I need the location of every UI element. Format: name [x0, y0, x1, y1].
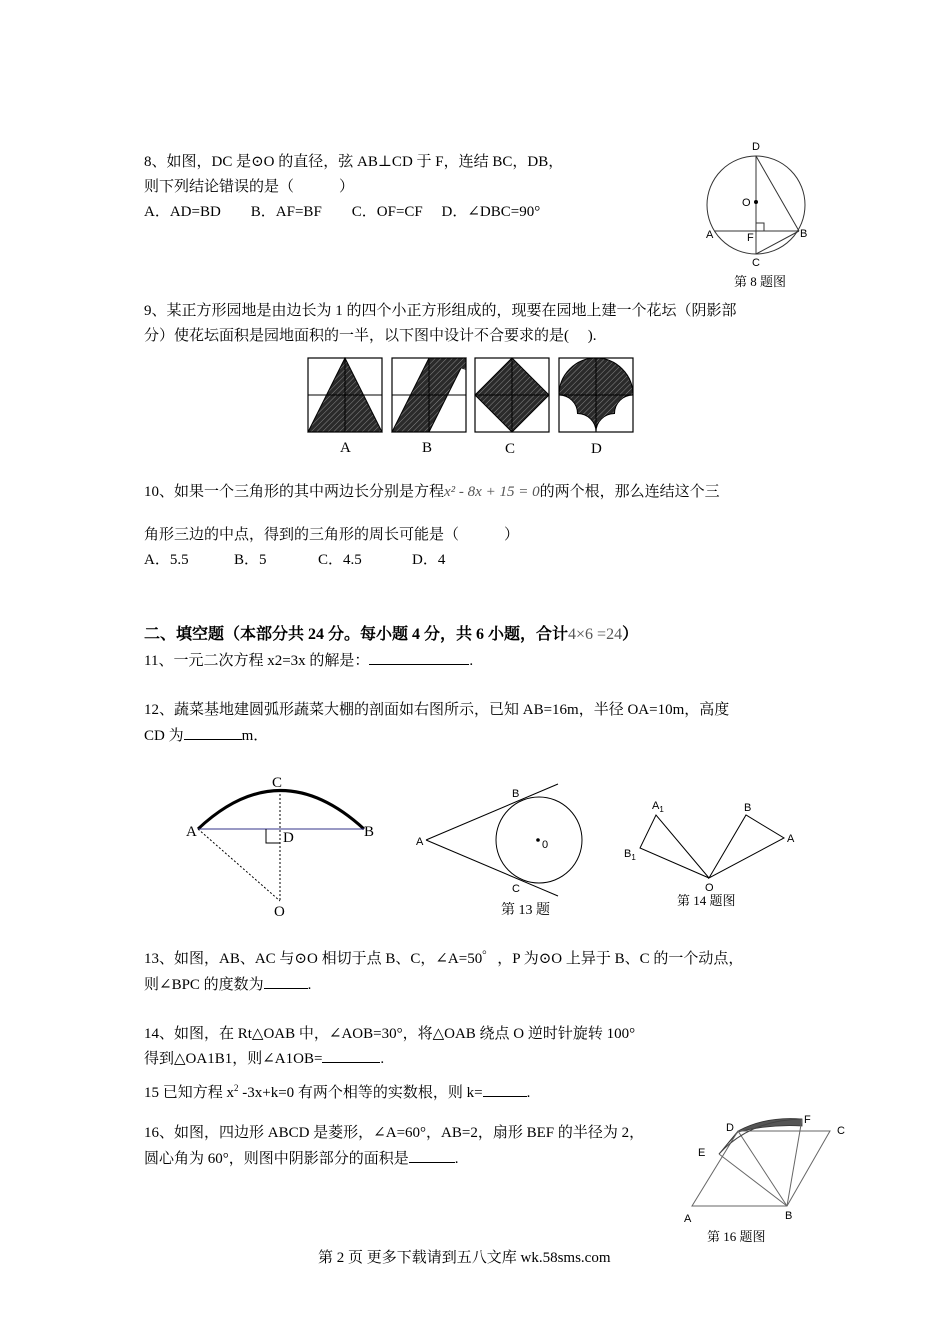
fig13-figure: [412, 778, 592, 898]
q8-options: A．AD=BD B．AF=BF C．OF=CF D．∠DBC=90°: [144, 204, 541, 220]
q14-answer-blank[interactable]: [322, 1046, 380, 1063]
q14-line1: 14、如图，在 Rt△OAB 中，∠AOB=30°，将△OAB 绕点 O 逆时针旋转 100°: [144, 1026, 636, 1042]
q13-line2-pre: 则∠BPC 的度数为: [144, 977, 264, 993]
section2-close: ）: [622, 626, 639, 643]
q16-line2: [144, 1146, 459, 1171]
q16-label-e: E: [698, 1147, 706, 1159]
q12-line2: [144, 723, 268, 748]
q12-line2-pre: CD 为: [144, 728, 184, 744]
q14-line2-pre: 得到△OA1B1，则∠A1OB=: [144, 1051, 323, 1067]
section2-formula: 4×6 =24: [568, 626, 623, 643]
fig14-label-a: A: [787, 833, 795, 845]
q12-answer-blank[interactable]: [184, 723, 242, 740]
q12-label-o: O: [274, 904, 285, 920]
q15-pre: 15 已知方程 x: [144, 1085, 235, 1101]
q10-option-b: B．5: [234, 552, 267, 568]
q12-line-oa: [198, 829, 280, 901]
fig14-label-a1: $A_1$: [652, 800, 664, 814]
q9-option-d-figure: [559, 358, 633, 432]
q16-caption: 第 16 题图: [707, 1229, 766, 1244]
q8-center-dot: [754, 200, 758, 204]
q16-label-d: D: [726, 1122, 734, 1134]
q14-line2-post: .: [380, 1051, 385, 1067]
fig13-label-a: A: [416, 836, 424, 848]
q12-label-a: A: [186, 824, 197, 840]
q10-line1-post: 的两个根，那么连结这个三: [539, 484, 720, 500]
q9-label-a: A: [340, 440, 351, 456]
fig13-tangent-ab: [426, 784, 558, 840]
fig14-figure: [620, 795, 810, 895]
q8-line-db: [756, 156, 799, 231]
q9-option-a-figure: [308, 358, 382, 432]
fig14-label-b: B: [744, 802, 752, 814]
q16-label-f: F: [804, 1114, 811, 1126]
q11-text: 11、一元二次方程 x2=3x 的解是：: [144, 653, 370, 669]
q9-line1: 9、某正方形园地是由边长为 1 的四个小正方形组成的，现要在园地上建一个花坛（阴影部: [144, 303, 737, 319]
q16-radius-be: [719, 1154, 787, 1206]
q15-sup: 2: [234, 1083, 239, 1093]
q10-line1-pre: 10、如果一个三角形的其中两边长分别是方程: [144, 484, 445, 500]
q10-line1: [144, 480, 720, 504]
q8-label-o: O: [742, 197, 751, 209]
q16-diagonal-bd: [738, 1131, 787, 1206]
fig14-triangle-oa1b1: [640, 815, 709, 878]
q8-line2: 则下列结论错误的是（ ）: [144, 179, 355, 195]
q8-label-f: F: [747, 232, 754, 244]
fig13-caption: 第 13 题: [501, 903, 550, 918]
section2-title-text: 二、填空题（本部分共 24 分。每小题 4 分，共 6 小题，合计: [144, 626, 569, 643]
q16-answer-blank[interactable]: [409, 1146, 455, 1163]
q16-label-c: C: [837, 1125, 845, 1137]
q8-line1: 8、如图，DC 是⊙O 的直径，弦 AB⊥CD 于 F，连结 BC，DB，: [144, 154, 564, 170]
q14-line2: [144, 1046, 384, 1071]
q12-arc: [198, 791, 364, 830]
q10-option-c: C．4.5: [318, 552, 362, 568]
q9-label-b: B: [422, 440, 433, 456]
q10-option-a: A．5.5: [144, 552, 189, 568]
q15-answer-blank[interactable]: [483, 1080, 527, 1097]
fig13-label-b: B: [512, 788, 520, 800]
q12-label-d: D: [283, 830, 294, 846]
q8-figure: [700, 140, 820, 290]
q8-label-c: C: [752, 257, 760, 269]
q8-caption: 第 8 题图: [734, 274, 787, 289]
q9-option-c-figure: [475, 358, 549, 432]
q12-label-c: C: [272, 775, 283, 791]
q16-line1: 16、如图，四边形 ABCD 是菱形，∠A=60°，AB=2，扇形 BEF 的半径为 2，: [144, 1125, 645, 1141]
q10-line2: 角形三边的中点，得到的三角形的周长可能是（ ）: [144, 527, 520, 543]
page-footer: 第 2 页 更多下载请到五八文库 wk.58sms.com: [318, 1250, 611, 1266]
fig14-label-o: O: [705, 882, 714, 894]
q12-line1: 12、蔬菜基地建圆弧形蔬菜大棚的剖面如右图所示，已知 AB=16m，半径 OA=10m，高度: [144, 702, 730, 718]
q8-label-d: D: [752, 141, 760, 153]
q9-line2: 分）使花坛面积是园地面积的一半，以下图中设计不合要求的是( ).: [144, 328, 597, 344]
q13-line2-post: .: [307, 977, 312, 993]
q12-figure: [180, 770, 390, 920]
q10-option-d: D．4: [412, 552, 446, 568]
fig14-triangle-oab: [709, 815, 784, 878]
q12-line2-post: m．: [241, 728, 269, 744]
fig14-label-b1: $B_1$: [624, 848, 636, 862]
q8-right-angle: [756, 223, 764, 231]
q8-label-a: A: [706, 229, 714, 241]
fig13-tangent-ac: [426, 840, 558, 896]
section2-title: [144, 623, 638, 647]
q15-mid: -3x+k=0 有两个相等的实数根，则 k=: [238, 1085, 483, 1101]
q9-option-b-figure: [392, 358, 466, 432]
q12-label-b: B: [364, 824, 375, 840]
q16-rhombus: [692, 1131, 830, 1206]
fig13-label-c: C: [512, 883, 520, 895]
q11: [144, 648, 473, 673]
q8-line-bc: [756, 231, 799, 254]
fig13-center-dot: [536, 838, 540, 842]
q10-equation: x² - 8x + 15 = 0: [444, 484, 540, 500]
fig14-caption: 第 14 题图: [677, 893, 736, 908]
fig13-label-o: 0: [542, 839, 549, 851]
q8-label-b: B: [800, 228, 808, 240]
q16-figure: [680, 1110, 860, 1230]
q9-label-c: C: [505, 441, 516, 457]
q12-right-angle: [266, 829, 280, 843]
q13-line1: 13、如图，AB、AC 与⊙O 相切于点 B、C，∠A=50゜，P 为⊙O 上异于 B、C 的一个动点，: [144, 951, 744, 967]
q11-end: .: [469, 653, 474, 669]
q16-line2-pre: 圆心角为 60°，则图中阴影部分的面积是: [144, 1151, 409, 1167]
q11-answer-blank[interactable]: [369, 648, 469, 665]
q13-answer-blank[interactable]: [264, 972, 308, 989]
q15-post: .: [526, 1085, 531, 1101]
q9-label-d: D: [591, 441, 602, 457]
q16-label-a: A: [684, 1213, 692, 1225]
q13-line2: [144, 972, 311, 997]
q9-figures: [300, 352, 645, 442]
q16-line2-post: .: [454, 1151, 459, 1167]
q15: [144, 1076, 530, 1105]
q16-label-b: B: [785, 1210, 793, 1222]
